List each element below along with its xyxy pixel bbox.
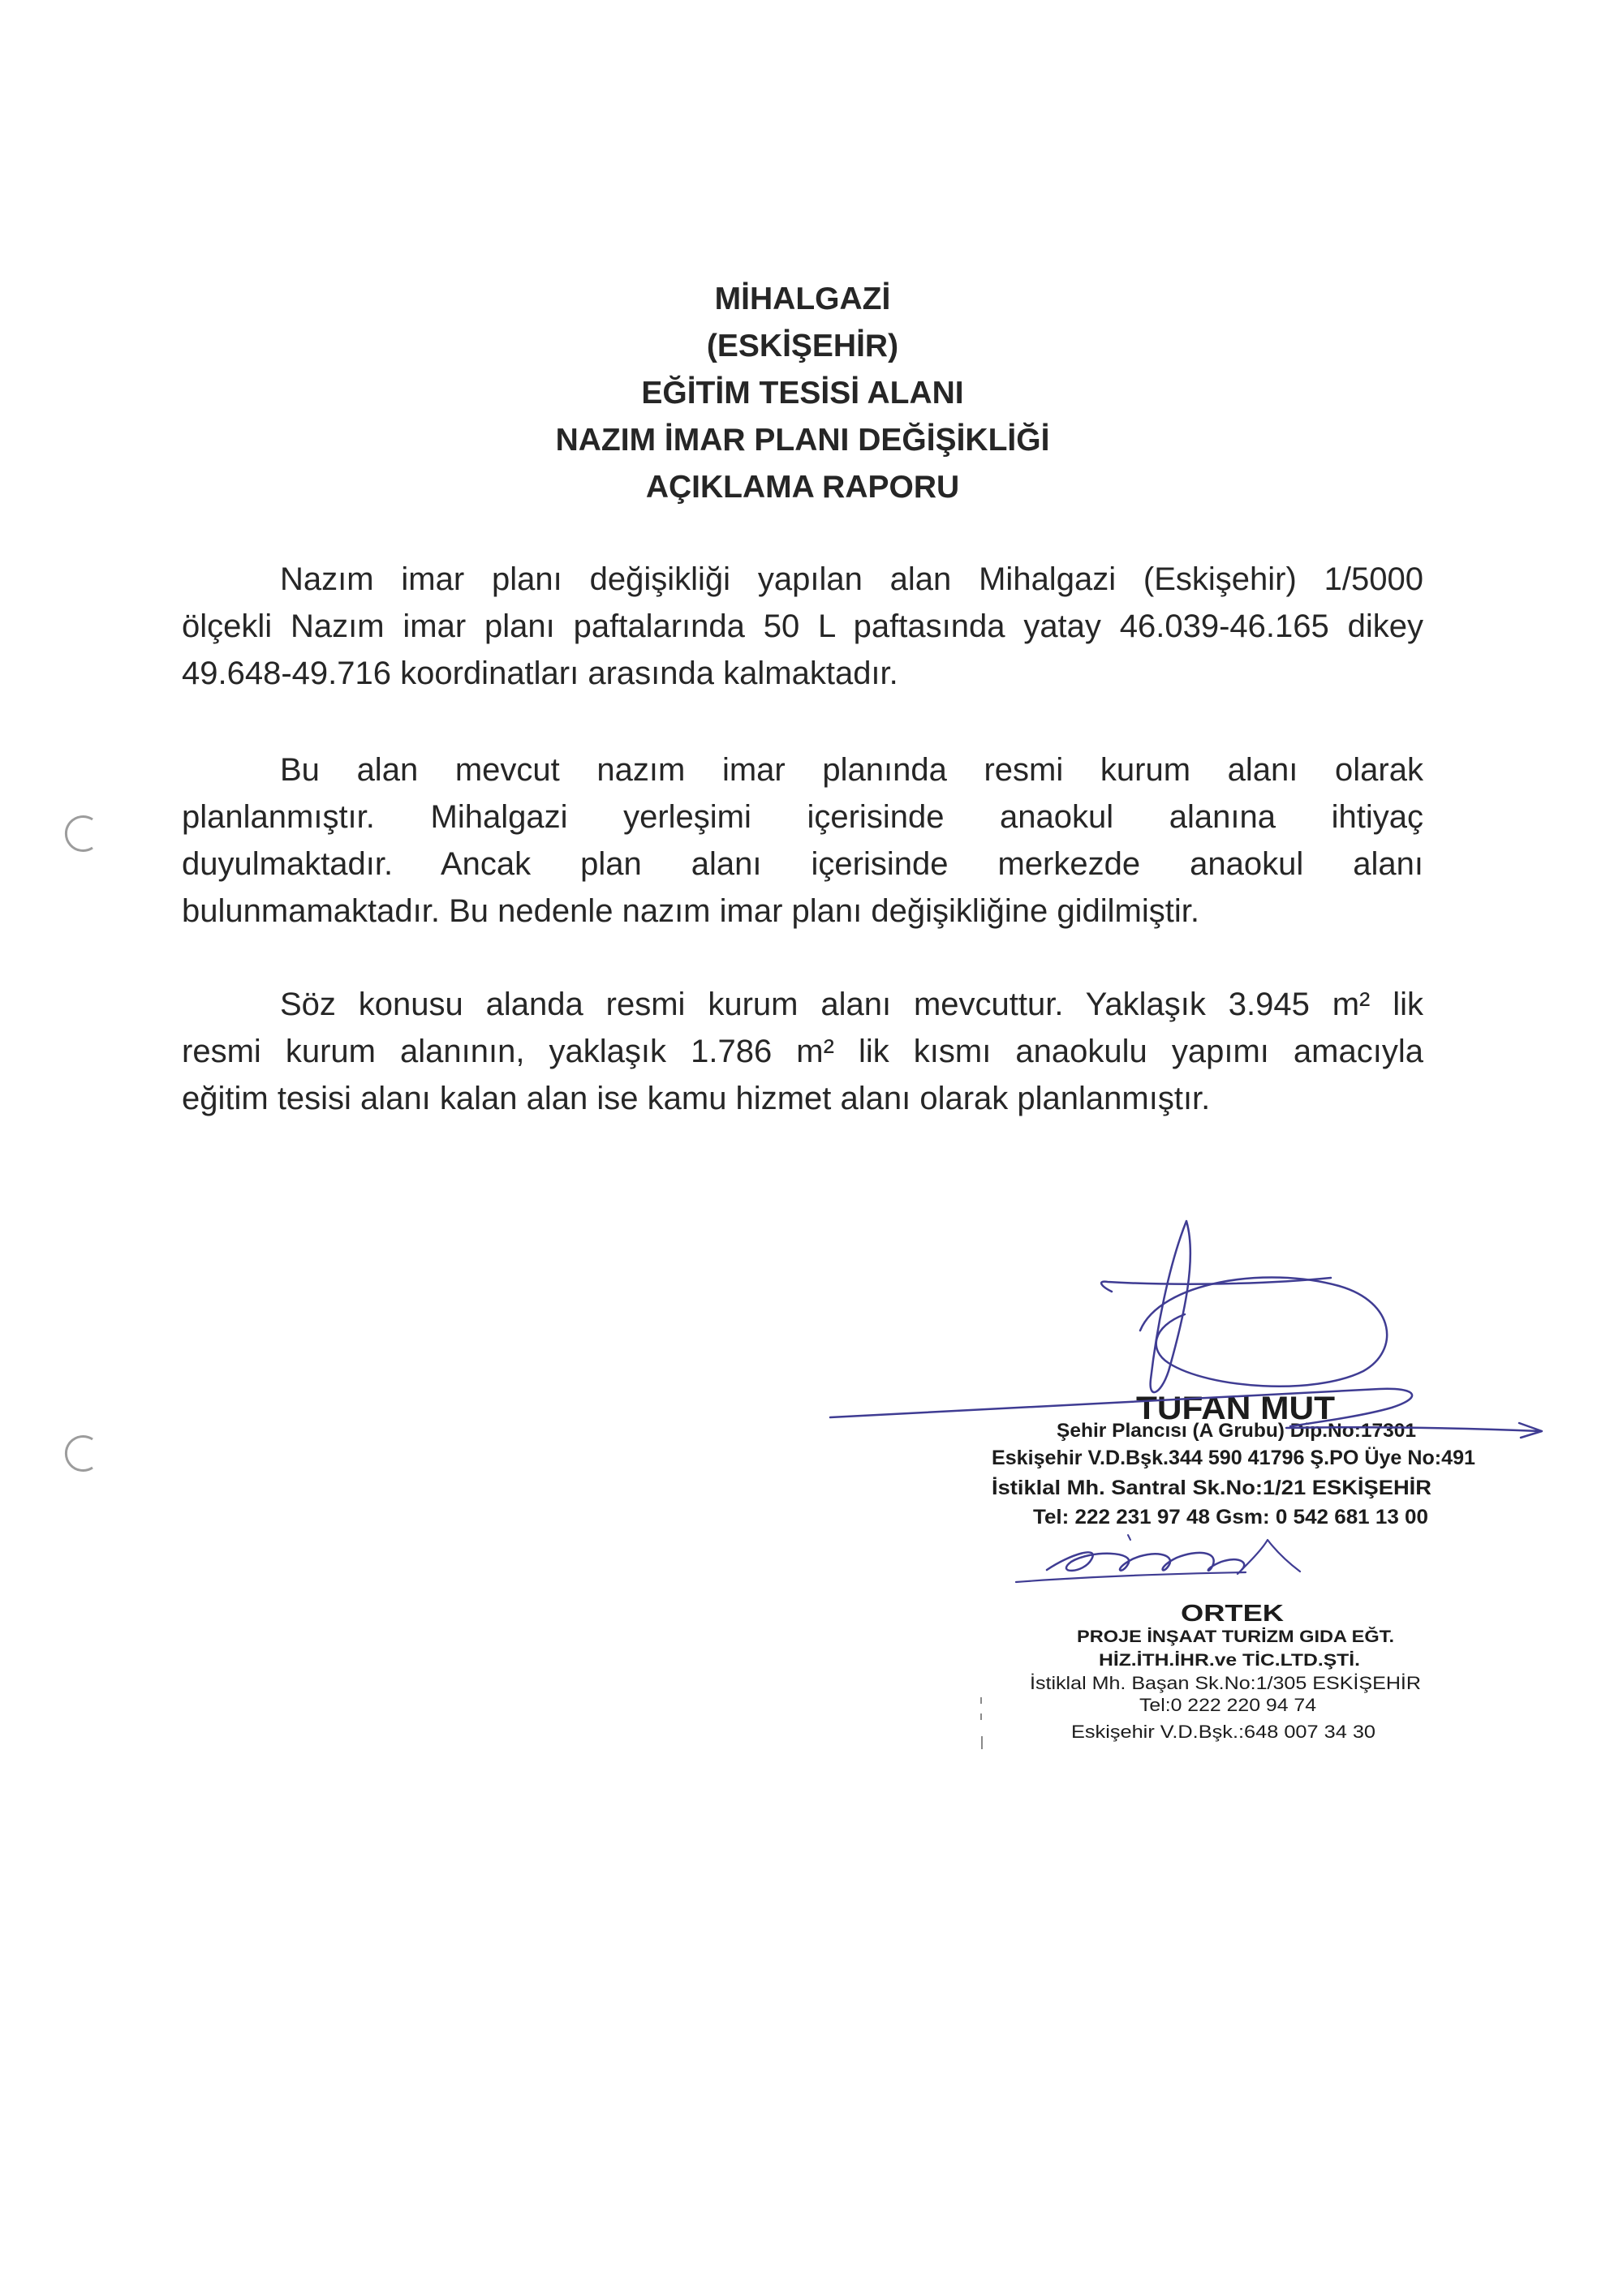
paragraph-line: resmi kurum alanının, yaklaşık 1.786 m² lik kısmı anaokulu yapımı amacıyla [182, 1034, 1423, 1069]
paragraph-line: ölçekli Nazım imar planı paftalarında 50 L paftasında yatay 46.039-46.165 dikey [182, 608, 1423, 644]
company-tax: Eskişehir V.D.Bşk.:648 007 34 30 [1071, 1722, 1375, 1742]
company-name: ORTEK [1181, 1601, 1285, 1627]
punch-hole-mark [66, 1437, 93, 1471]
paragraph-line: Söz konusu alanda resmi kurum alanı mevcuttur. Yaklaşık 3.945 m² lik [280, 987, 1423, 1022]
planner-phones: Tel: 222 231 97 48 Gsm: 0 542 681 13 00 [1033, 1506, 1428, 1529]
punch-hole-mark [66, 817, 93, 851]
title-line: MİHALGAZİ [714, 282, 891, 316]
company-line-2: HİZ.İTH.İHR.ve TİC.LTD.ŞTİ. [1099, 1651, 1360, 1670]
paragraph-line: duyulmaktadır. Ancak plan alanı içerisinde merkezde anaokul alanı [182, 846, 1423, 882]
planner-address: İstiklal Mh. Santral Sk.No:1/21 ESKİŞEHİR [992, 1477, 1431, 1499]
paragraph-line: eğitim tesisi alanı kalan alan ise kamu hizmet alanı olarak planlanmıştır. [182, 1081, 1211, 1116]
planner-stamp [992, 1391, 1475, 1529]
title-line: AÇIKLAMA RAPORU [645, 470, 960, 505]
company-line-1: PROJE İNŞAAT TURİZM GIDA EĞT. [1077, 1627, 1360, 1646]
title-line: EĞİTİM TESİSİ ALANI [641, 376, 964, 411]
planner-name: TUFAN MUT [1136, 1391, 1335, 1426]
planner-title: Şehir Plancısı (A Grubu) Dip.No:17301 [1057, 1420, 1416, 1442]
paragraph-line: Nazım imar planı değişikliği yapılan alan Mihalgazi (Eskişehir) 1/5000 [280, 561, 1423, 597]
paragraph-line: Bu alan mevcut nazım imar planında resmi kurum alanı olarak [280, 752, 1423, 788]
company-stamp [1030, 1601, 1421, 1742]
paragraph-line: bulunmamaktadır. Bu nedenle nazım imar planı değişikliğine gidilmiştir. [182, 893, 1199, 929]
company-address: İstiklal Mh. Başan Sk.No:1/305 ESKİŞEHİR [1030, 1673, 1421, 1693]
title-line: NAZIM İMAR PLANI DEĞİŞİKLİĞİ [555, 423, 1050, 458]
title-line: (ESKİŞEHİR) [706, 329, 899, 363]
paragraph-line: 49.648-49.716 koordinatları arasında kalmaktadır. [182, 656, 898, 691]
paragraph-line: planlanmıştır. Mihalgazi yerleşimi içerisinde anaokul alanına ihtiyaç [182, 799, 1423, 835]
scan-marks [981, 1697, 982, 1749]
company-phone: Tel:0 222 220 94 74 [1139, 1695, 1316, 1715]
signature-company [1016, 1535, 1300, 1582]
planner-tax-membership: Eskişehir V.D.Bşk.344 590 41796 Ş.PO Üye No:491 [992, 1447, 1474, 1469]
